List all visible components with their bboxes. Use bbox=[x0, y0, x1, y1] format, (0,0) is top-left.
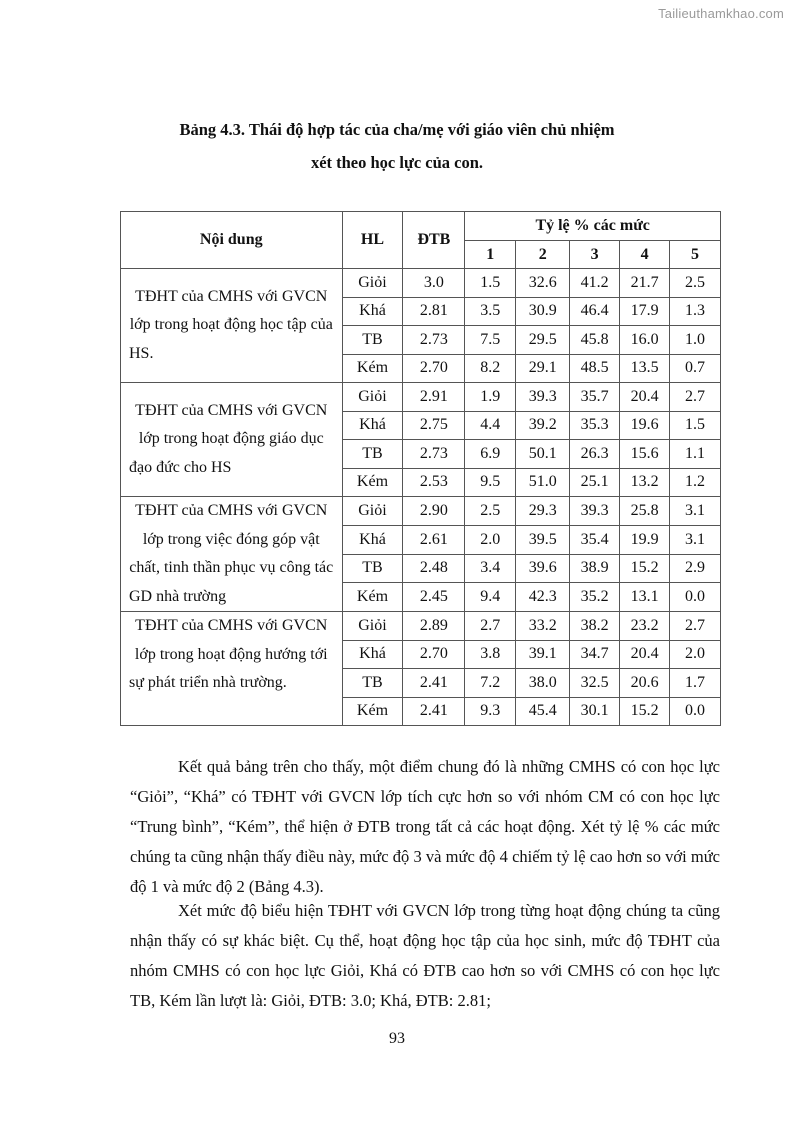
level-cell: 20.4 bbox=[620, 383, 670, 412]
level-cell: 51.0 bbox=[516, 468, 570, 497]
level-cell: 2.5 bbox=[670, 269, 721, 298]
level-cell: 20.6 bbox=[620, 669, 670, 698]
dtb-cell: 2.70 bbox=[403, 640, 465, 669]
level-cell: 6.9 bbox=[465, 440, 516, 469]
level-cell: 13.5 bbox=[620, 354, 670, 383]
level-cell: 45.8 bbox=[570, 326, 620, 355]
paragraph-1: Kết quả bảng trên cho thấy, một điểm chung đó là những CMHS có con học lực “Giỏi”, “Khá” có TĐHT với GVCN lớp tích cực hơn so với nhóm CM có con học lực “Trung bình”, “Kém”, thể hiện ở ĐTB trong tất cả các hoạt động. Xét tỷ lệ % các mức chúng ta cũng nhận thấy điều này, mức độ 3 và mức độ 4 chiếm tỷ lệ cao hơn so với mức độ 1 và mức độ 2 (Bảng 4.3). bbox=[130, 757, 720, 896]
content-cell: TĐHT của CMHS với GVCN lớp trong hoạt động học tập của HS. bbox=[121, 269, 343, 383]
level-cell: 30.9 bbox=[516, 297, 570, 326]
hl-cell: TB bbox=[342, 554, 403, 583]
data-table bbox=[120, 211, 721, 726]
level-cell: 4.4 bbox=[465, 411, 516, 440]
level-cell: 2.5 bbox=[465, 497, 516, 526]
level-cell: 3.4 bbox=[465, 554, 516, 583]
level-cell: 1.3 bbox=[670, 297, 721, 326]
level-cell: 50.1 bbox=[516, 440, 570, 469]
level-cell: 2.9 bbox=[670, 554, 721, 583]
dtb-cell: 2.41 bbox=[403, 697, 465, 726]
hl-cell: Khá bbox=[342, 525, 403, 554]
content-cell: TĐHT của CMHS với GVCN lớp trong hoạt động hướng tới sự phát triển nhà trường. bbox=[121, 612, 343, 726]
hl-cell: Giỏi bbox=[342, 612, 403, 641]
hl-cell: Giỏi bbox=[342, 269, 403, 298]
level-cell: 39.5 bbox=[516, 525, 570, 554]
level-cell: 19.9 bbox=[620, 525, 670, 554]
header-level-4: 4 bbox=[620, 241, 670, 269]
watermark: Tailieuthamkhao.com bbox=[658, 6, 784, 21]
level-cell: 20.4 bbox=[620, 640, 670, 669]
level-cell: 1.5 bbox=[670, 411, 721, 440]
level-cell: 45.4 bbox=[516, 697, 570, 726]
hl-cell: Giỏi bbox=[342, 383, 403, 412]
level-cell: 42.3 bbox=[516, 583, 570, 612]
page-number: 93 bbox=[389, 1030, 405, 1047]
level-cell: 41.2 bbox=[570, 269, 620, 298]
hl-cell: Kém bbox=[342, 697, 403, 726]
dtb-cell: 2.70 bbox=[403, 354, 465, 383]
hl-cell: TB bbox=[342, 669, 403, 698]
level-cell: 25.8 bbox=[620, 497, 670, 526]
level-cell: 1.9 bbox=[465, 383, 516, 412]
level-cell: 0.7 bbox=[670, 354, 721, 383]
level-cell: 2.0 bbox=[465, 525, 516, 554]
hl-cell: TB bbox=[342, 440, 403, 469]
dtb-cell: 2.73 bbox=[403, 326, 465, 355]
dtb-cell: 2.89 bbox=[403, 612, 465, 641]
level-cell: 39.1 bbox=[516, 640, 570, 669]
level-cell: 8.2 bbox=[465, 354, 516, 383]
level-cell: 15.2 bbox=[620, 554, 670, 583]
level-cell: 15.2 bbox=[620, 697, 670, 726]
level-cell: 35.2 bbox=[570, 583, 620, 612]
dtb-cell: 2.41 bbox=[403, 669, 465, 698]
level-cell: 3.1 bbox=[670, 497, 721, 526]
level-cell: 33.2 bbox=[516, 612, 570, 641]
table-row bbox=[121, 497, 721, 526]
level-cell: 35.7 bbox=[570, 383, 620, 412]
level-cell: 21.7 bbox=[620, 269, 670, 298]
level-cell: 35.3 bbox=[570, 411, 620, 440]
table-row bbox=[121, 612, 721, 641]
dtb-cell: 2.48 bbox=[403, 554, 465, 583]
level-cell: 1.1 bbox=[670, 440, 721, 469]
paragraph-2: Xét mức độ biểu hiện TĐHT với GVCN lớp trong từng hoạt động chúng ta cũng nhận thấy có sự khác biệt. Cụ thể, hoạt động học tập của học sinh, mức độ TĐHT của nhóm CMHS có con học lực Giỏi, Khá có ĐTB cao hơn so với CMHS có con học lực TB, Kém lần lượt là: Giỏi, ĐTB: 3.0; Khá, ĐTB: 2.81; bbox=[130, 901, 720, 1010]
level-cell: 3.5 bbox=[465, 297, 516, 326]
level-cell: 29.1 bbox=[516, 354, 570, 383]
header-level-5: 5 bbox=[670, 241, 721, 269]
level-cell: 9.3 bbox=[465, 697, 516, 726]
level-cell: 1.2 bbox=[670, 468, 721, 497]
level-cell: 2.7 bbox=[670, 383, 721, 412]
level-cell: 0.0 bbox=[670, 583, 721, 612]
dtb-cell: 2.53 bbox=[403, 468, 465, 497]
level-cell: 38.0 bbox=[516, 669, 570, 698]
level-cell: 19.6 bbox=[620, 411, 670, 440]
header-levels-group: Tỷ lệ % các mức bbox=[465, 212, 721, 241]
table-row bbox=[121, 269, 721, 298]
level-cell: 30.1 bbox=[570, 697, 620, 726]
table-caption-line-2: xét theo học lực của con. bbox=[310, 153, 484, 172]
header-level-1: 1 bbox=[465, 241, 516, 269]
level-cell: 9.5 bbox=[465, 468, 516, 497]
level-cell: 39.2 bbox=[516, 411, 570, 440]
level-cell: 29.5 bbox=[516, 326, 570, 355]
level-cell: 13.2 bbox=[620, 468, 670, 497]
hl-cell: Khá bbox=[342, 297, 403, 326]
level-cell: 38.9 bbox=[570, 554, 620, 583]
level-cell: 39.3 bbox=[516, 383, 570, 412]
dtb-cell: 2.91 bbox=[403, 383, 465, 412]
dtb-cell: 2.61 bbox=[403, 525, 465, 554]
level-cell: 46.4 bbox=[570, 297, 620, 326]
content-cell: TĐHT của CMHS với GVCN lớp trong hoạt động giáo dục đạo đức cho HS bbox=[121, 383, 343, 497]
level-cell: 15.6 bbox=[620, 440, 670, 469]
level-cell: 32.5 bbox=[570, 669, 620, 698]
content-cell: TĐHT của CMHS với GVCN lớp trong việc đóng góp vật chất, tinh thần phục vụ công tác GD nhà trường bbox=[121, 497, 343, 612]
hl-cell: Kém bbox=[342, 354, 403, 383]
level-cell: 38.2 bbox=[570, 612, 620, 641]
dtb-cell: 2.90 bbox=[403, 497, 465, 526]
header-hl: HL bbox=[342, 212, 403, 269]
level-cell: 3.8 bbox=[465, 640, 516, 669]
level-cell: 39.6 bbox=[516, 554, 570, 583]
level-cell: 23.2 bbox=[620, 612, 670, 641]
level-cell: 48.5 bbox=[570, 354, 620, 383]
level-cell: 3.1 bbox=[670, 525, 721, 554]
level-cell: 25.1 bbox=[570, 468, 620, 497]
table-row bbox=[121, 383, 721, 412]
level-cell: 32.6 bbox=[516, 269, 570, 298]
table-caption-line-1: Bảng 4.3. Thái độ hợp tác của cha/mẹ với giáo viên chủ nhiệm bbox=[179, 120, 615, 139]
dtb-cell: 2.75 bbox=[403, 411, 465, 440]
dtb-cell: 3.0 bbox=[403, 269, 465, 298]
level-cell: 2.7 bbox=[465, 612, 516, 641]
level-cell: 13.1 bbox=[620, 583, 670, 612]
hl-cell: Khá bbox=[342, 411, 403, 440]
level-cell: 39.3 bbox=[570, 497, 620, 526]
header-content: Nội dung bbox=[121, 212, 343, 269]
level-cell: 9.4 bbox=[465, 583, 516, 612]
level-cell: 2.7 bbox=[670, 612, 721, 641]
hl-cell: Kém bbox=[342, 583, 403, 612]
level-cell: 1.7 bbox=[670, 669, 721, 698]
header-level-2: 2 bbox=[516, 241, 570, 269]
dtb-cell: 2.73 bbox=[403, 440, 465, 469]
hl-cell: Khá bbox=[342, 640, 403, 669]
level-cell: 29.3 bbox=[516, 497, 570, 526]
header-level-3: 3 bbox=[570, 241, 620, 269]
dtb-cell: 2.45 bbox=[403, 583, 465, 612]
hl-cell: Kém bbox=[342, 468, 403, 497]
level-cell: 2.0 bbox=[670, 640, 721, 669]
level-cell: 16.0 bbox=[620, 326, 670, 355]
level-cell: 0.0 bbox=[670, 697, 721, 726]
level-cell: 35.4 bbox=[570, 525, 620, 554]
hl-cell: Giỏi bbox=[342, 497, 403, 526]
level-cell: 1.5 bbox=[465, 269, 516, 298]
level-cell: 7.5 bbox=[465, 326, 516, 355]
hl-cell: TB bbox=[342, 326, 403, 355]
header-dtb: ĐTB bbox=[403, 212, 465, 269]
level-cell: 17.9 bbox=[620, 297, 670, 326]
level-cell: 7.2 bbox=[465, 669, 516, 698]
level-cell: 34.7 bbox=[570, 640, 620, 669]
dtb-cell: 2.81 bbox=[403, 297, 465, 326]
level-cell: 1.0 bbox=[670, 326, 721, 355]
level-cell: 26.3 bbox=[570, 440, 620, 469]
